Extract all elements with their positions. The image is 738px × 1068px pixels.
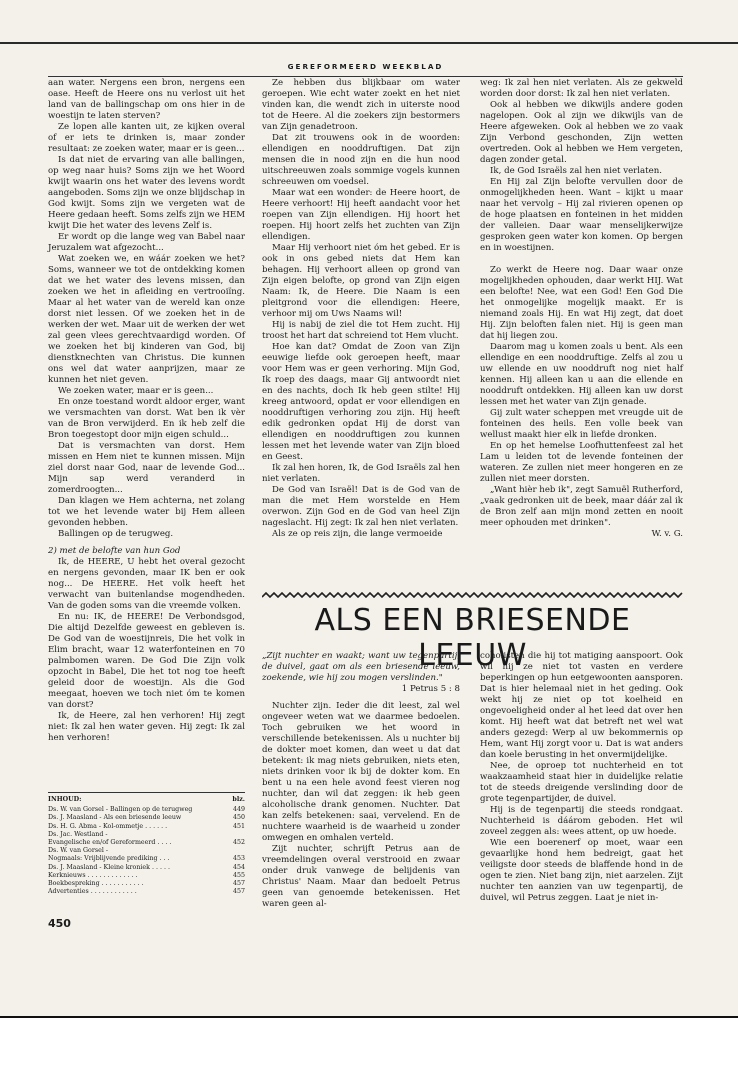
toc-entry: Ds. W. van Gorsel - — [48, 847, 108, 855]
paragraph: Ze lopen alle kanten uit, ze kijken overal of er iets te drinken is, maar zonder resultaat: ze zoeken water, maar er is geen... — [48, 122, 245, 154]
toc-page: 454 — [232, 863, 245, 871]
paragraph: Ik zal hen horen, Ik, de God Israëls zal hen niet verlaten. — [262, 463, 460, 484]
toc-entry: Kerknieuws . . . . . . . . . . . . . — [48, 871, 138, 879]
toc-entry: Nogmaals: Vrijblijvende prediking . . . — [48, 855, 170, 863]
article-title: ALS EEN BRIESENDE LEEUW — [314, 603, 631, 673]
toc-entry: Advertenties . . . . . . . . . . . . — [48, 888, 137, 896]
epigraph-reference: 1 Petrus 5 : 8 — [401, 684, 460, 694]
header-rule — [48, 76, 683, 77]
paragraph: aan water. Nergens een bron, nergens een oase. Heeft de Heere ons nu verlost uit het land van de ballingschap om ons hier in de woestijn te laten sterven? — [48, 78, 245, 121]
toc-entry: Evangelische en/of Gereformeerd . . . . — [48, 839, 172, 847]
article-column-2 — [480, 651, 683, 904]
paragraph: Wie een boerenerf op moet, waar een gevaarlijke hond hem bedreigt, gaat het veiligste door steeds de blaffende hond in de ogen te zien. Niet bang zijn, niet aarzelen. Zijt nuchter ten aanzien van uw tegenpartij, de duivel, wil Petrus zeggen. Laat je niet in- — [480, 838, 683, 903]
paragraph: Dan klagen we Hem achterna, net zolang tot we het levende water bij Hem alleen gevonden hebben. — [48, 496, 245, 528]
paragraph: Daarom mag u komen zoals u bent. Als een ellendige en een nooddruftige. Zelfs al zou u uw ellende en uw nooddruft nog niet half kennen. Hij alleen kan u aan die ellende en nooddruft ontdekken. Hij alleen kan uw dorst lessen met het water van Zijn genade. — [480, 342, 683, 407]
paragraph: En Hij zal Zijn belofte vervullen door de onmogelijkheden heen. Want – kijkt u maar naar het vervolg – Hij zal rivieren openen op de hoge plaatsen en fonteinen in het midden der valleien. Daar waar menselijkerwijze gesproken geen water kon komen. Op bergen en in woestijnen. — [480, 177, 683, 253]
toc-page: 457 — [232, 880, 245, 888]
paragraph: Maar Hij verhoort niet óm het gebed. Er is ook in ons gebed niets dat Hem kan behagen. Hij verhoort alleen op grond van Zijn eigen belofte, op grond van Zijn eigen Naam: Ik, de Heere. Die Naam is een pleitgrond voor die ellendigen: Heere, verhoor mij om Uws Naams wil! — [262, 243, 460, 319]
paragraph: Wat zoeken we, en wáár zoeken we het? Soms, wanneer we tot de ontdekking komen dat we het water des levens missen, dan zoeken we het in afleiding en vertrooiïng. Maar al het water van de wereld kan onze dorst niet lessen. Of we zoeken het in de werken der wet. Maar uit de werken der wet zal geen vlees gerechtvaardigd worden. Of we zoeken het bij kinderen van God, bij dienstknechten van Christus. Die kunnen ons wel dat water aanprijzen, maar ze kunnen het niet geven. — [48, 254, 245, 385]
toc-row — [48, 839, 245, 847]
author-signature: W. v. G. — [651, 529, 683, 539]
paragraph: weg: Ik zal hen niet verlaten. Als ze gekweld worden door dorst: Ik zal hen niet verlaten. — [480, 78, 683, 99]
paragraph: Ze hebben dus blijkbaar om water geroepen. Wie echt water zoekt en het niet vinden kan, die wendt zich in uiterste nood tot de Heere. Al die zoekers zijn bestormers van Zijn genadetroon. — [262, 78, 460, 132]
toc-row — [48, 855, 245, 863]
paragraph: Zo werkt de Heere nog. Daar waar onze mogelijkheden ophouden, daar werkt HIJ. Wat een belofte! Nee, wat een God! Een God Die het onmogelijke mogelijk maakt. Er is niemand zoals Hij. En wat Hij zegt, dat doet Hij. Zijn beloften falen niet. Hij is geen man dat hij liegen zou. — [480, 265, 683, 341]
toc-entry: Ds. W. van Gorsel - Ballingen op de terugweg — [48, 806, 193, 814]
page-number: 450 — [48, 917, 71, 930]
toc-page: 457 — [232, 888, 245, 896]
toc-page: 455 — [232, 871, 245, 879]
toc-entry: Ds. Jac. Westland - — [48, 830, 108, 838]
paragraph: Hoe kan dat? Omdat de Zoon van Zijn eeuwige liefde ook geroepen heeft, maar voor Hem was er geen verhoring. Mijn God, Ik roep des daags, maar Gij antwoordt niet en des nachts, doch Ik heb geen stilte! Hij kreeg antwoord, opdat er voor ellendigen en nooddruftigen verhoring zou zijn. Hij heeft edik gedronken opdat Hij de dorst van ellendigen en nooddruftigen zou kunnen lessen met het levende water van Zijn bloed en Geest. — [262, 342, 460, 462]
toc-title: INHOUD: — [48, 796, 82, 803]
toc-row — [48, 823, 245, 831]
paragraph: En op het hemelse Loofhuttenfeest zal het Lam u leiden tot de levende fonteinen der wateren. Ze zullen niet meer hongeren en ze zullen niet meer dorsten. — [480, 441, 683, 484]
toc-entry: Ds. H. G. Abma - Kol-ommetje . . . . . . — [48, 822, 168, 830]
running-header: GEREFORMEERD WEEKBLAD — [287, 62, 444, 71]
toc-entry: Boekbespreking . . . . . . . . . . . — [48, 880, 144, 888]
paragraph: coholisten die hij tot matiging aanspoort. Ook wil hij ze niet tot vasten en verdere beperkingen op hun eetgewoonten aansporen. Dat is hier helemaal niet in het geding. Ook wekt hij ze niet op tot koelheid en ongevoeligheid onder al het leed dat over hen komt. Hij heeft wat dat betreft net wel wat anders gezegd: Werp al uw bekommernis op Hem, want Hij zorgt voor u. Dat is wat anders dan koele berusting in het onvermijdelijke. — [480, 651, 683, 760]
toc-page: 451 — [232, 822, 245, 830]
paragraph: Er wordt op die lange weg van Babel naar Jeruzalem wat afgezocht... — [48, 232, 245, 253]
epigraph-quote: „Zijt nuchter en waakt; want uw tegenpartij, de duivel, gaat om als een briesende leeuw, zoekende, wie hij zou mogen verslinden." — [262, 651, 460, 683]
toc-row — [48, 806, 245, 814]
toc-page: 449 — [232, 806, 245, 814]
toc-row — [48, 888, 245, 896]
paragraph: Zijt nuchter, schrijft Petrus aan de vreemdelingen overal verstrooid en zwaar onder druk vanwege de belijdenis van Christus' Naam. Maar dan bedoelt Petrus geen van genoemde betekenissen. Het waren geen al- — [262, 844, 460, 909]
scan-bottom-margin — [0, 1018, 738, 1068]
toc-row — [48, 872, 245, 880]
paragraph: We zoeken water, maar er is geen... — [58, 386, 214, 396]
paragraph: Dat zit trouwens ook in de woorden: ellendigen en nooddruftigen. Dat zijn mensen die in nood zijn en die hun nood uitschreeuwen zoals sommige vogels kunnen schreeuwen om voedsel. — [262, 133, 460, 187]
paragraph: En nu: IK, de HEERE! De Verbondsgod, Die altijd Dezelfde geweest en gebleven is. De God van de woestijnreis, Die het volk in Elim bracht, waar 12 waterfonteinen en 70 palmbomen waren. De God Die Zijn volk opzocht in Babel, Die het tot nog toe heeft geleid door de woestijn. Als die God meegaat, hoeven we toch niet óm te komen van dorst? — [48, 612, 245, 710]
table-of-contents — [48, 792, 245, 896]
section-subheading: 2) met de belofte van hun God — [48, 546, 181, 556]
toc-page: 450 — [232, 814, 245, 822]
toc-row — [48, 831, 245, 839]
paragraph: De God van Israël! Dat is de God van de man die met Hem worstelde en Hem overwon. Zijn God en de God van heel Zijn nageslacht. Hij zegt: Ik zal hen niet verlaten. — [262, 485, 460, 528]
signature-line — [480, 529, 683, 540]
paragraph: Is dat niet de ervaring van alle ballingen, op weg naar huis? Soms zijn we het Woord kwijt waarin ons het water des levens wordt aangeboden. Soms zijn we onze blijdschap in God kwijt. Soms zijn we vergeten wat de Heere gedaan heeft. Soms zelfs zijn we HEM kwijt Die het water des levens Zelf is. — [48, 155, 245, 231]
toc-row — [48, 864, 245, 872]
top-edge-rule — [0, 42, 738, 44]
paragraph: En onze toestand wordt aldoor erger, want we versmachten van dorst. Wat ben ik vèr van de Bron verwijderd. En ik heb zelf die Bron toegestopt door mijn eigen schuld... — [48, 397, 245, 440]
column-3 — [480, 78, 683, 540]
toc-entry: Ds. J. Maasland - Kleine kroniek . . . . . — [48, 863, 170, 871]
toc-page-label: blz. — [232, 796, 245, 803]
toc-entry: Ds. J. Maasland - Als een briesende leeuw — [48, 814, 182, 822]
paragraph: Ik, de God Israëls zal hen niet verlaten. — [490, 166, 662, 176]
paragraph: Maar wat een wonder: de Heere hoort, de Heere verhoort! Hij heeft aandacht voor het roepen van Zijn ellendigen. Hij hoort het roepen. Hij hoort zelfs het zuchten van Zijn ellendigen. — [262, 188, 460, 242]
article-column-1 — [262, 651, 460, 910]
paragraph: Hij is nabij de ziel die tot Hem zucht. Hij troost het hart dat schreiend tot Hem vlucht. — [262, 320, 460, 341]
paragraph: Ik, de Heere, zal hen verhoren! Hij zegt niet: Ik zal hen water geven. Hij zegt: Ik zal hen verhoren! — [48, 711, 245, 743]
paragraph: Nuchter zijn. Ieder die dit leest, zal wel ongeveer weten wat we daarmee bedoelen. Toch gebruiken we het woord in verschillende betekenissen. Als u nuchter bij de dokter moet komen, dan weet u dat dat betekent: ik mag niets gebruiken, niets eten, niets drinken voor ik bij de dokter kom. En bent u na een hele avond feest vieren nog nuchter, dan wil dat zeggen: ik heb geen alcoholische drank genomen. Nuchter. Dat kan zelfs betekenen: saai, vervelend. En de nuchtere waarheid is de waarheid u zonder omwegen en omhalen verteld. — [262, 701, 460, 843]
decorative-zigzag-divider — [262, 592, 683, 598]
paragraph: Ik, de HEERE, U hebt het overal gezocht en nergens gevonden, maar IK ben er ook nog... De HEERE. Het volk heeft het verwacht van buitenlandse mogendheden. Van de goden soms van die vreemde volken. — [48, 557, 245, 611]
toc-page: 452 — [232, 839, 245, 847]
toc-page: 453 — [232, 855, 245, 863]
paragraph: Nee, de oproep tot nuchterheid en tot waakzaamheid staat hier in duidelijke relatie tot de steeds dreigende verslinding door de grote tegenpartijder, de duivel. — [480, 761, 683, 804]
column-2 — [262, 78, 460, 540]
toc-header — [48, 796, 245, 804]
paragraph: Als ze op reis zijn, die lange vermoeide — [272, 529, 443, 539]
paragraph: Ballingen op de terugweg. — [58, 529, 174, 539]
paragraph: Ook al hebben we dikwijls andere goden nagelopen. Ook al zijn we dikwijls van de Heere afgeweken. Ook al hebben we zo vaak Zijn Verbond geschonden, Zijn wetten overtreden. Ook al hebben we Hem vergeten, dagen zonder getal. — [480, 100, 683, 165]
toc-row — [48, 847, 245, 855]
paragraph: Hij is de tegenpartij die steeds rondgaat. Nuchterheid is dáárom geboden. Het wil zoveel zeggen als: wees attent, op uw hoede. — [480, 805, 683, 837]
paragraph: Dat is versmachten van dorst. Hem missen en Hem niet te kunnen missen. Mijn ziel dorst naar God, naar de levende God... Mijn sap werd veranderd in zomerdroogten... — [48, 441, 245, 495]
paragraph: Gij zult water scheppen met vreugde uit de fonteinen des heils. Een volle beek van wellust maakt hier elk in liefde dronken. — [480, 408, 683, 440]
toc-row — [48, 880, 245, 888]
paragraph: „Want hièr heb ik", zegt Samuël Rutherford, „vaak gedronken uit de beek, maar dáár zal ik de Bron zelf aan mijn mond zetten en nooit meer ophouden met drinken". — [480, 485, 683, 528]
column-1 — [48, 78, 245, 744]
toc-row — [48, 814, 245, 822]
